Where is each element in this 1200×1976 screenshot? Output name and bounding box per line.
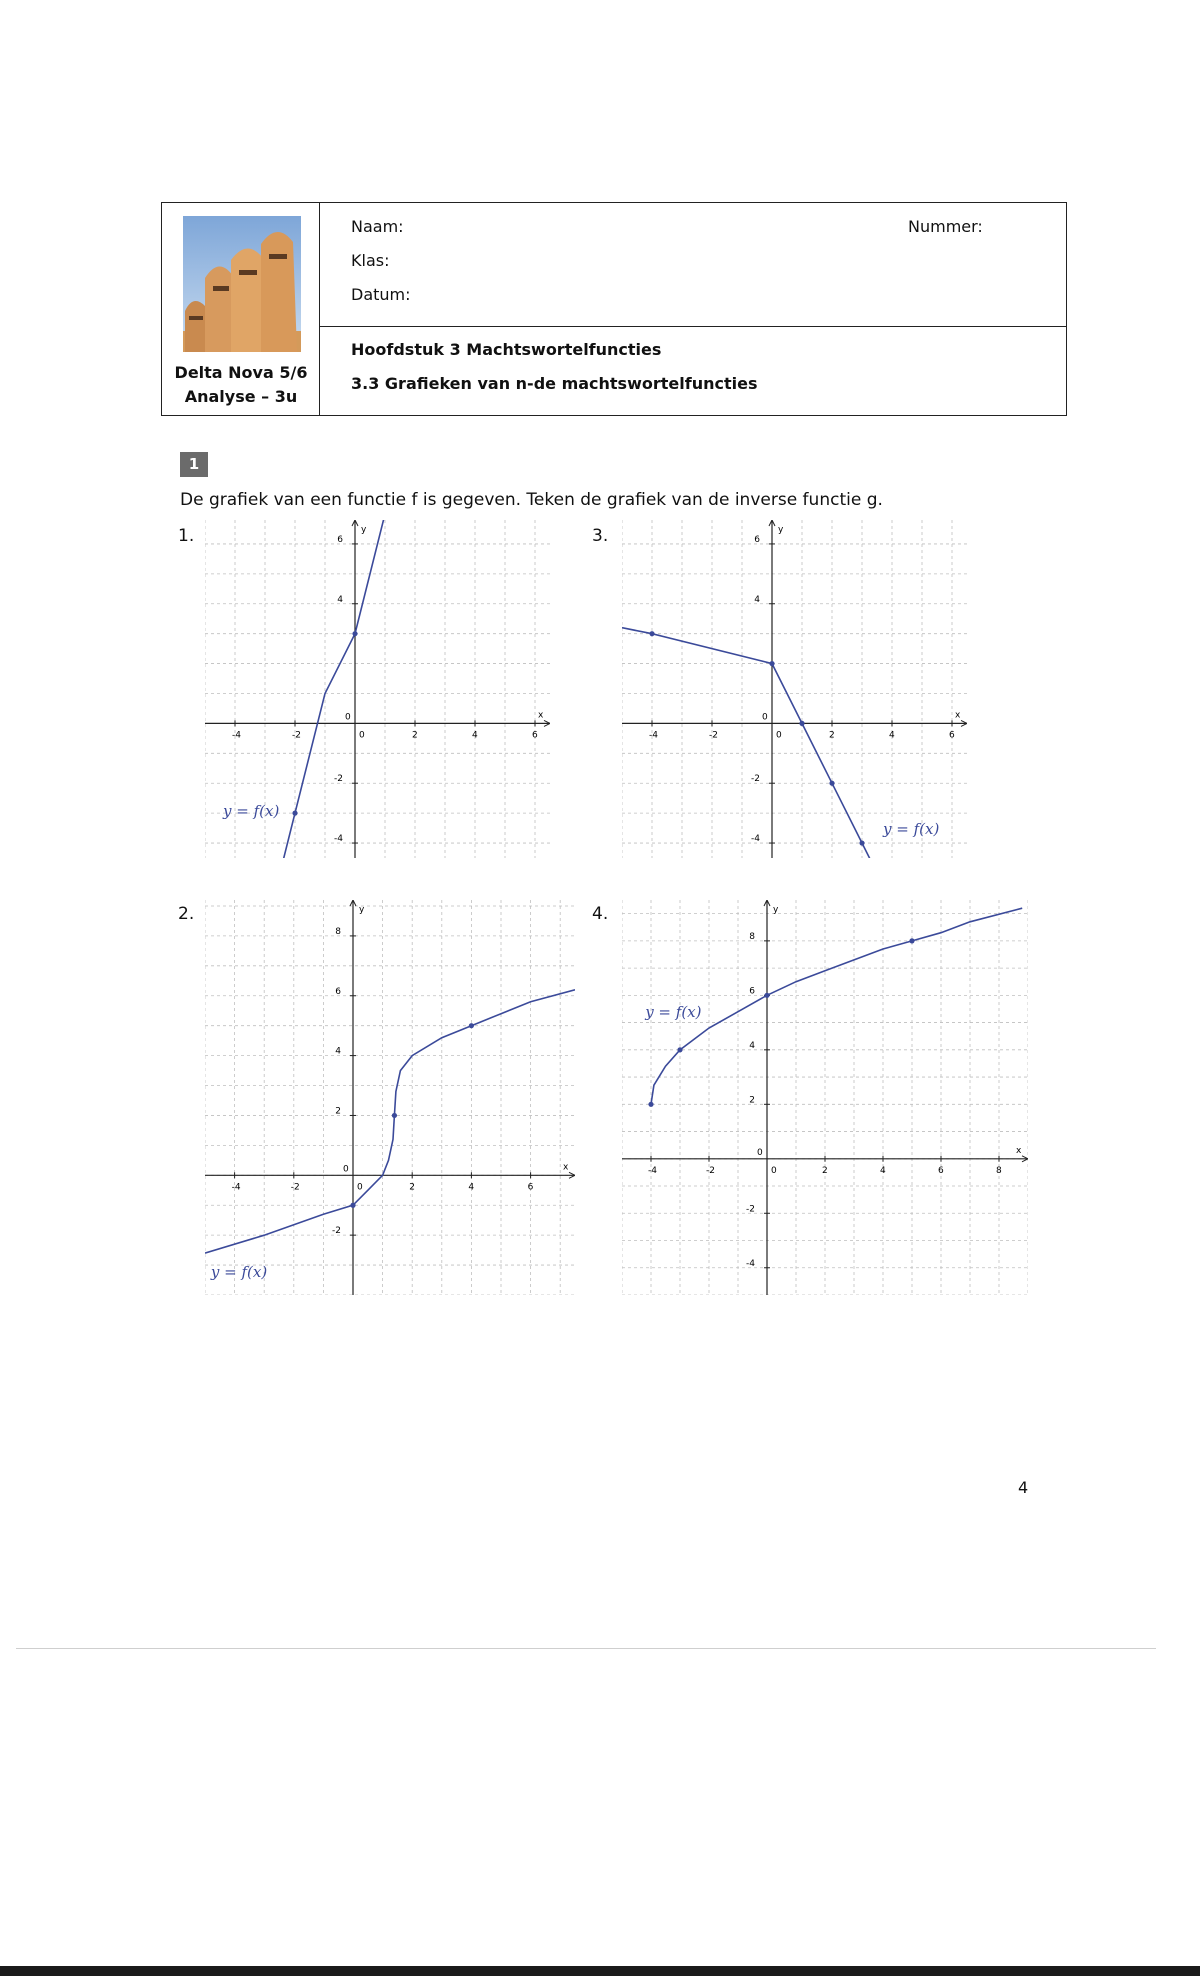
- y-tick-label: 8: [335, 926, 341, 937]
- page-divider: [16, 1648, 1156, 1649]
- x-tick-label: 0: [776, 730, 782, 741]
- x-tick-label: 2: [409, 1182, 415, 1193]
- y-tick-label: 6: [749, 986, 755, 997]
- header-logo-cell: [162, 203, 320, 415]
- header-table: [161, 202, 1067, 416]
- graph-2-label: 2.: [178, 904, 195, 924]
- x-axis-name: x: [1016, 1145, 1022, 1156]
- cover-image: [183, 216, 301, 352]
- x-tick-label: 4: [468, 1182, 475, 1193]
- x-tick-label: 0: [771, 1165, 777, 1176]
- x-tick-label: 4: [472, 730, 478, 741]
- y-tick-label: -2: [746, 1204, 755, 1215]
- curve-point: [799, 721, 804, 726]
- page-number: 4: [1018, 1478, 1029, 1497]
- scan-edge: [0, 1966, 1200, 1976]
- y-tick-label: 6: [754, 534, 760, 545]
- curve-point: [350, 1203, 355, 1208]
- curve-label: y = f(x): [645, 1003, 702, 1022]
- header-divider: [320, 326, 1066, 327]
- graph-3: [622, 520, 967, 858]
- x-tick-label: 4: [889, 730, 895, 741]
- origin-label: 0: [343, 1164, 349, 1175]
- function-curve: [280, 520, 385, 858]
- graph-3-label: 3.: [592, 526, 609, 546]
- curve-point: [649, 631, 654, 636]
- x-tick-label: 6: [527, 1182, 534, 1193]
- y-axis-name: y: [359, 905, 365, 915]
- curve-point: [859, 840, 864, 845]
- y-tick-label: 6: [335, 986, 341, 997]
- y-tick-label: 4: [337, 594, 343, 605]
- series-title: Delta Nova 5/6: [174, 363, 308, 382]
- graph-2: [205, 900, 575, 1295]
- y-tick-label: 2: [335, 1106, 341, 1117]
- curve-label: y = f(x): [210, 1263, 268, 1282]
- curve-point: [764, 993, 769, 998]
- x-tick-label: -4: [649, 730, 658, 741]
- curve-point: [677, 1047, 682, 1052]
- x-axis-name: x: [563, 1162, 569, 1173]
- header-info-cell: [320, 203, 1066, 415]
- y-tick-label: 4: [754, 594, 760, 605]
- x-tick-label: 2: [412, 730, 418, 741]
- curve-label: y = f(x): [223, 802, 280, 821]
- curve-point: [909, 938, 914, 943]
- series-subtitle: Analyse – 3u: [184, 387, 298, 406]
- x-tick-label: 6: [949, 730, 955, 741]
- y-tick-label: -2: [334, 774, 343, 785]
- x-tick-label: 4: [880, 1165, 886, 1176]
- y-axis-name: y: [361, 525, 367, 535]
- field-naam: Naam:: [351, 217, 404, 236]
- x-tick-label: -2: [706, 1165, 715, 1176]
- origin-label: 0: [757, 1147, 763, 1158]
- curve-point: [292, 811, 297, 816]
- x-tick-label: 0: [357, 1182, 363, 1193]
- field-klas: Klas:: [351, 251, 390, 270]
- x-tick-label: 2: [829, 730, 835, 741]
- graph-1: [205, 520, 550, 858]
- y-axis-name: y: [778, 525, 784, 535]
- section-title: 3.3 Grafieken van n-de machtswortelfuncties: [351, 374, 758, 393]
- x-tick-label: -2: [292, 730, 301, 741]
- curve-point: [469, 1023, 474, 1028]
- exercise-instruction: De grafiek van een functie f is gegeven. Teken de grafiek van de inverse functie g.: [180, 490, 883, 510]
- x-tick-label: -2: [290, 1182, 300, 1193]
- x-tick-label: -4: [232, 730, 241, 741]
- y-tick-label: -4: [334, 834, 343, 845]
- field-datum: Datum:: [351, 285, 411, 304]
- curve-point: [392, 1113, 397, 1118]
- x-tick-label: 2: [822, 1165, 828, 1176]
- chapter-title: Hoofdstuk 3 Machtswortelfuncties: [351, 340, 662, 359]
- graph-1-label: 1.: [178, 526, 195, 546]
- curve-point: [352, 631, 357, 636]
- y-axis-name: y: [773, 905, 779, 915]
- y-tick-label: -2: [751, 774, 760, 785]
- y-tick-label: 2: [749, 1095, 755, 1106]
- x-tick-label: -4: [648, 1165, 657, 1176]
- x-tick-label: -4: [231, 1182, 241, 1193]
- x-tick-label: 6: [532, 730, 538, 741]
- y-tick-label: 8: [749, 931, 755, 942]
- x-tick-label: 0: [359, 730, 365, 741]
- x-tick-label: 8: [996, 1165, 1002, 1176]
- y-tick-label: 4: [335, 1046, 341, 1057]
- y-tick-label: -4: [746, 1258, 755, 1269]
- y-tick-label: -4: [751, 834, 760, 845]
- graph-4: [622, 900, 1028, 1295]
- y-tick-label: 6: [337, 534, 343, 545]
- curve-label: y = f(x): [883, 820, 940, 839]
- curve-point: [829, 781, 834, 786]
- function-curve: [651, 908, 1022, 1104]
- x-tick-label: -2: [709, 730, 718, 741]
- function-curve: [205, 990, 575, 1253]
- curve-point: [648, 1102, 653, 1107]
- field-nummer: Nummer:: [908, 217, 983, 236]
- graph-4-label: 4.: [592, 904, 609, 924]
- y-tick-label: 4: [749, 1040, 755, 1051]
- x-axis-name: x: [538, 710, 544, 721]
- origin-label: 0: [762, 712, 768, 723]
- x-tick-label: 6: [938, 1165, 944, 1176]
- function-curve: [622, 628, 871, 858]
- exercise-number-badge: 1: [180, 452, 208, 477]
- origin-label: 0: [345, 712, 351, 723]
- x-axis-name: x: [955, 710, 961, 721]
- y-tick-label: -2: [332, 1226, 341, 1237]
- curve-point: [769, 661, 774, 666]
